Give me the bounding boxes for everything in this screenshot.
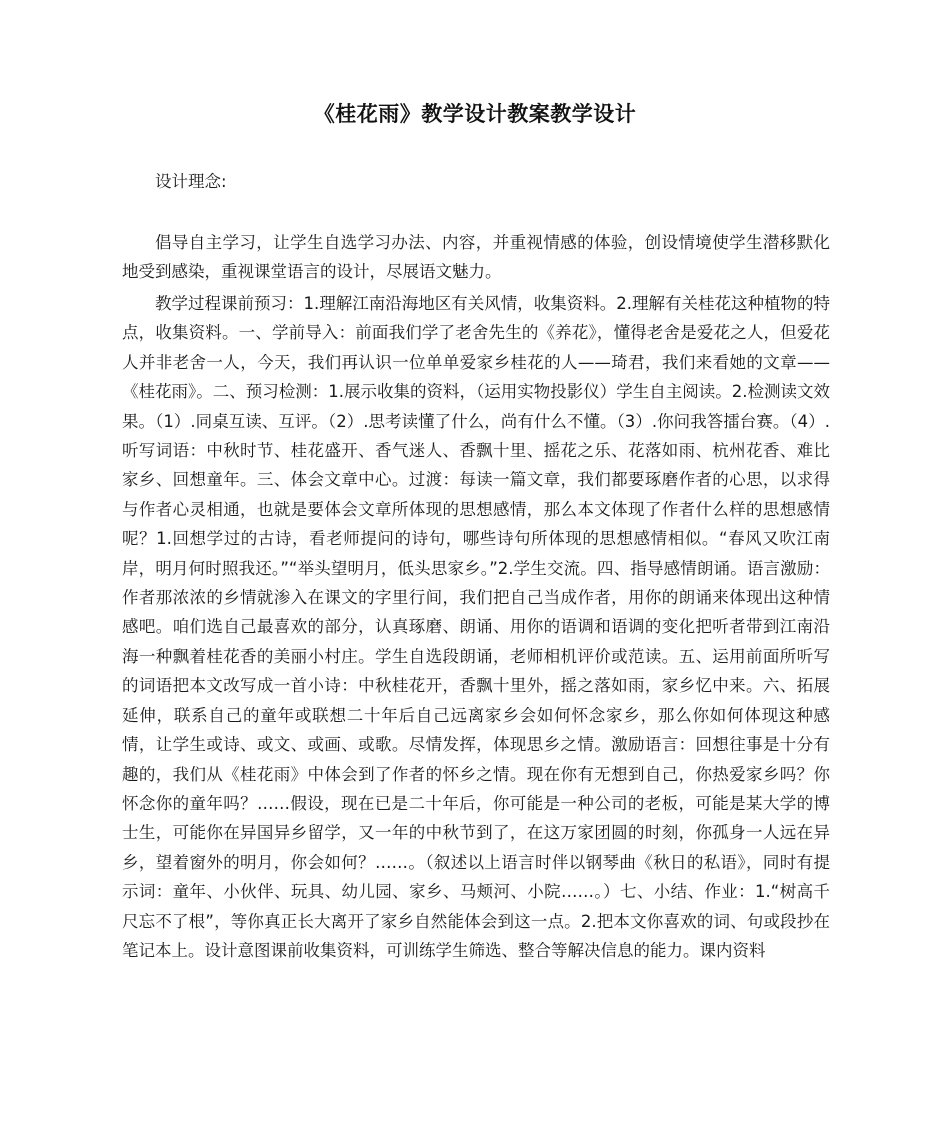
document-title: 《桂花雨》教学设计教案教学设计 bbox=[313, 102, 637, 126]
design-concept-label: 设计理念: bbox=[155, 172, 227, 191]
teaching-process-paragraph: 教学过程课前预习：1.理解江南沿海地区有关风情，收集资料。2.理解有关桂花这种植物的特点，收集资料。一、学前导入：前面我们学了老舍先生的《养花》，懂得老舍是爱花之人，但爱花人并非老舍一人，今天，我们再认识一位单单爱家乡桂花的人——琦君，我们来看她的文章——《桂花雨》。二、预习检测：1.展示收集的资料，（运用实物投影仪）学生自主阅读。2.检测读文效果。（1）.同桌互读、互评。（2）.思考读懂了什么，尚有什么不懂。（3）.你问我答擂台赛。（4）.听写词语：中秋时节、桂花盛开、香气迷人、香飘十里、摇花之乐、花落如雨、杭州花香、难比家乡、回想童年。三、体会文章中心。过渡：每读一篇文章，我们都要琢磨作者的心思，以求得与作者心灵相通，也就是要体会文章所体现的思想感情，那么本文体现了作者什么样的思想感情呢？1.回想学过的古诗，看老师提问的诗句，哪些诗句所体现的思想感情相似。“春风又吹江南岸，明月何时照我还。”“举头望明月，低头思家乡。”2.学生交流。四、指导感情朗诵。语言激励：作者那浓浓的乡情就渗入在课文的字里行间，我们把自己当成作者，用你的朗诵来体现出这种情感吧。咱们选自己最喜欢的部分，认真琢磨、朗诵、用你的语调和语调的变化把听者带到江南沿海一种飘着桂花香的美丽小村庄。学生自选段朗诵，老师相机评价或范读。五、运用前面所听写的词语把本文改写成一首小诗：中秋桂花开，香飘十里外，摇之落如雨，家乡忆中来。六、拓展延伸，联系自己的童年或联想二十年后自己远离家乡会如何怀念家乡，那么你如何体现这种感情，让学生或诗、或文、或画、或歌。尽情发挥，体现思乡之情。激励语言：回想往事是十分有趣的，我们从《桂花雨》中体会到了作者的怀乡之情。现在你有无想到自己，你热爱家乡吗？你怀念你的童年吗？……假设，现在已是二十年后，你可能是一种公司的老板，可能是某大学的博士生，可能你在异国异乡留学，又一年的中秋节到了，在这万家团圆的时刻，你孤身一人远在异乡，望着窗外的明月，你会如何？……。（叙述以上语言时伴以钢琴曲《秋日的私语》，同时有提示词：童年、小伙伴、玩具、幼儿园、家乡、马颊河、小院……。）七、小结、作业：1.“树高千尺忘不了根”，等你真正长大离开了家乡自然能体会到这一点。2.把本文你喜欢的词、句或段抄在笔记本上。设计意图课前收集资料，可训练学生筛选、整合等解决信息的能力。课内资料 bbox=[122, 294, 830, 960]
design-concept-paragraph: 倡导自主学习，让学生自选学习办法、内容，并重视情感的体验，创设情境使学生潜移默化地受到感染，重视课堂语言的设计，尽展语文魅力。 bbox=[122, 233, 830, 282]
